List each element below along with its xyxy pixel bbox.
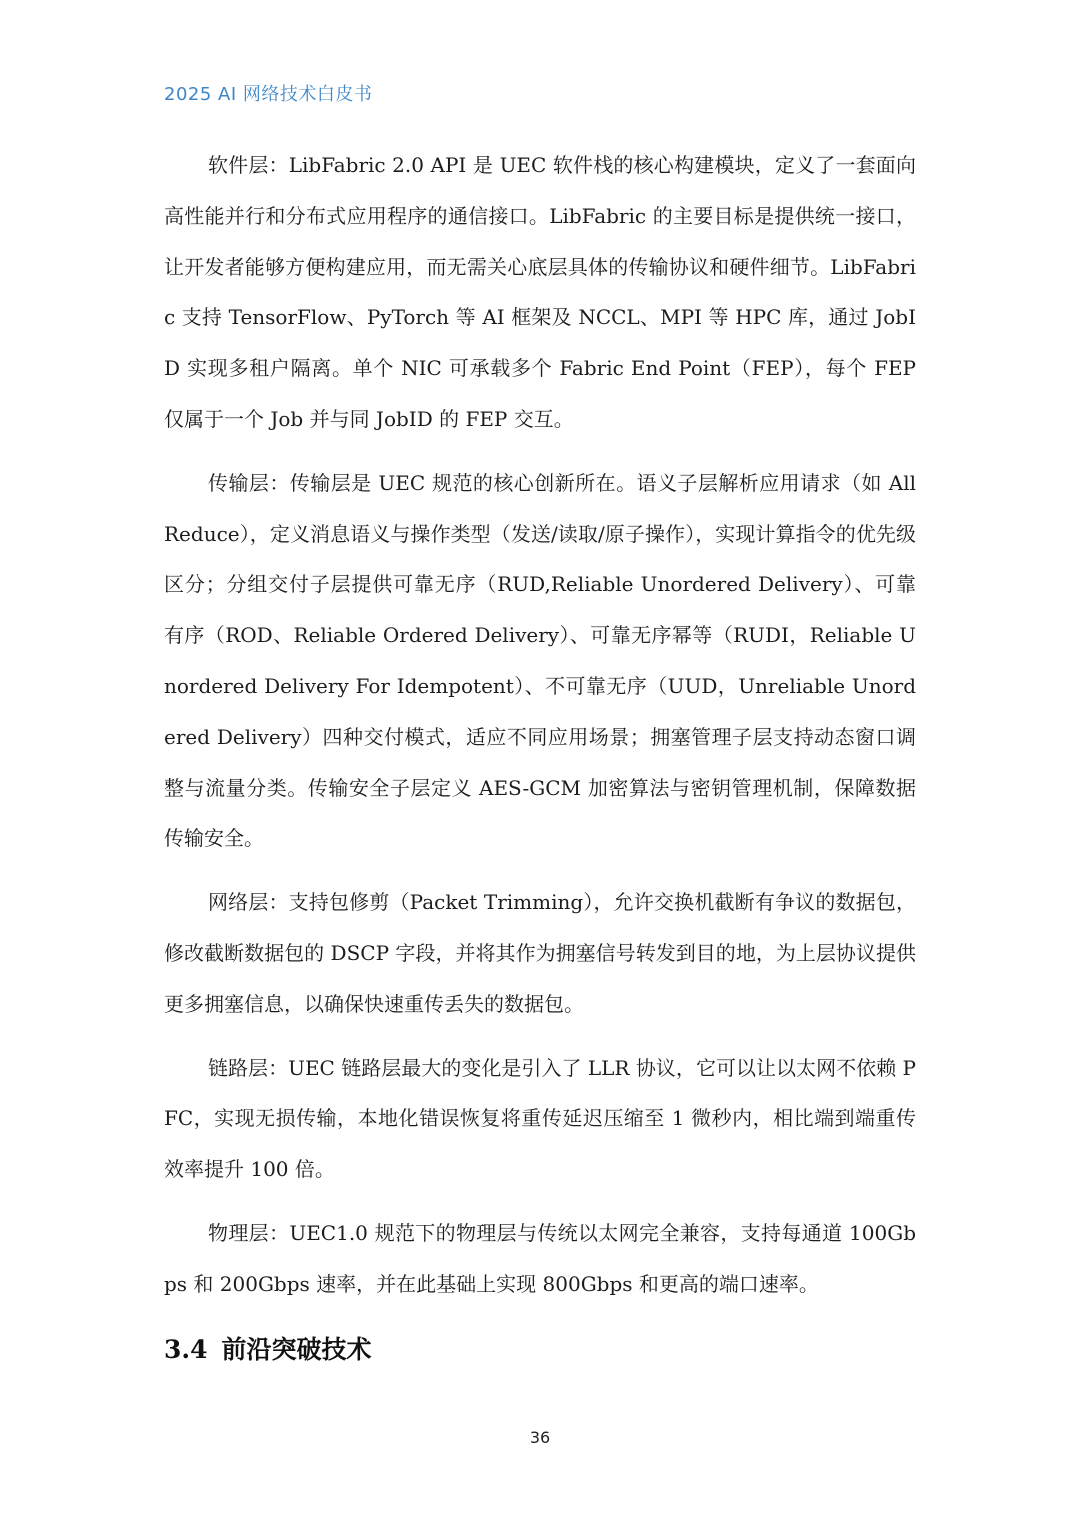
page-number: 36 <box>529 1428 551 1447</box>
paragraph-link-layer: 链路层：UEC 链路层最大的变化是引入了 LLR 协议，它可以让以太网不依赖 PFC，实现无损传输，本地化错误恢复将重传延迟压缩至 1 微秒内，相比端到端重传效率提升 100 倍。 <box>164 1055 916 1182</box>
section-number: 3.4 <box>164 1334 208 1364</box>
paragraph-physical-layer: 物理层：UEC1.0 规范下的物理层与传统以太网完全兼容，支持每通道 100Gbps 和 200Gbps 速率，并在此基础上实现 800Gbps 和更高的端口速率。 <box>164 1220 916 1296</box>
running-header: 2025 AI 网络技术白皮书 <box>164 84 373 105</box>
section-title: 前沿突破技术 <box>221 1334 372 1364</box>
paragraph-transport-layer: 传输层：传输层是 UEC 规范的核心创新所在。语义子层解析应用请求（如 AllReduce），定义消息语义与操作类型（发送/读取/原子操作），实现计算指令的优先级区分；分组交付子层提供可靠无序（RUD,Reliable Unordered Delivery）、可靠有序（ROD、Reliable Ordered Delivery）、可靠无序幂等（RUDI，Reliable Unordered Delivery For Idempotent）、不可靠无序（UUD，Unreliable Unordered Delivery）四种交付模式，适应不同应用场景；拥塞管理子层支持动态窗口调整与流量分类。传输安全子层定义 AES-GCM 加密算法与密钥管理机制，保障数据传输安全。 <box>164 470 916 851</box>
section-heading <box>164 1330 916 1370</box>
paragraph-network-layer: 网络层：支持包修剪（Packet Trimming），允许交换机截断有争议的数据包，修改截断数据包的 DSCP 字段，并将其作为拥塞信号转发到目的地，为上层协议提供更多拥塞信息，以确保快速重传丢失的数据包。 <box>164 890 916 1016</box>
document-body <box>164 140 916 1370</box>
paragraph-software-layer: 软件层：LibFabric 2.0 API 是 UEC 软件栈的核心构建模块，定义了一套面向高性能并行和分布式应用程序的通信接口。LibFabric 的主要目标是提供统一接口，让开发者能够方便构建应用，而无需关心底层具体的传输协议和硬件细节。LibFabric 支持 TensorFlow、PyTorch 等 AI 框架及 NCCL、MPI 等 HPC 库，通过 JobID 实现多租户隔离。单个 NIC 可承载多个 Fabric End Point（FEP），每个 FEP 仅属于一个 Job 并与同 JobID 的 FEP 交互。 <box>164 153 916 431</box>
